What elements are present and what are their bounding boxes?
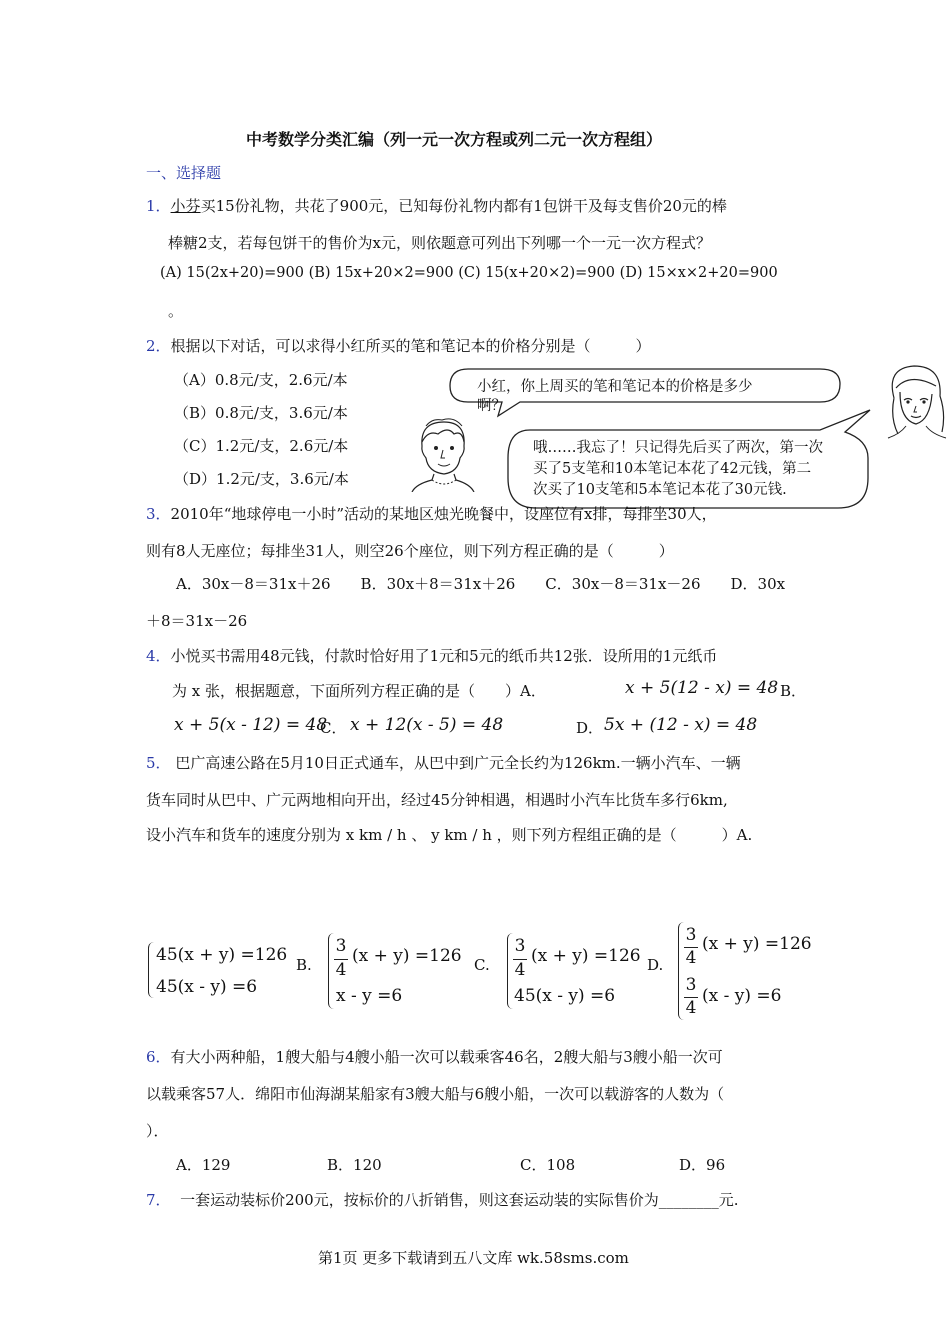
option-a-eq-2: 45(x - y) =6 <box>156 977 258 997</box>
question-3-tail: ＋8＝31x－26 <box>146 612 248 630</box>
question-5-text: 巴广高速公路在5月10日正式通车，从巴中到广元全长约为126km.一辆小汽车、一辆 <box>175 754 741 772</box>
question-1-line-2: 棒糖2支，若每包饼干的售价为x元，则依题意可列出下列哪一个一元一次方程式？ <box>168 234 712 252</box>
option-b-eq-2: x - y =6 <box>336 986 403 1006</box>
question-4-line-2: 为 x 张，根据题意，下面所列方程正确的是（ ）A． <box>172 682 546 700</box>
question-1-name: 小芬 <box>170 197 201 215</box>
question-2-option-c: （C）1.2元/支，2.6元/本 <box>174 437 349 455</box>
option-b-label: B. <box>296 956 312 974</box>
question-6-line-3: ）． <box>146 1122 169 1140</box>
question-4-option-a: x + 5(12 - x) = 48 <box>625 678 779 698</box>
question-1-text: 买15份礼物，共花了900元，已知每份礼物内都有1包饼干及每支售价20元的棒 <box>200 197 727 215</box>
question-5-line-2: 货车同时从巴中、广元两地相向开出，经过45分钟相遇，相遇时小汽车比货车多行6km, <box>146 791 728 809</box>
question-5-line-3: 设小汽车和货车的速度分别为 x km / h 、 y km / h ，则下列方程组正确的是（ ）A. <box>146 826 753 844</box>
option-c-frac-den: 4 <box>514 960 526 980</box>
bubble-2-line-1: 哦……我忘了！只记得先后买了两次，第一次 <box>533 440 823 456</box>
bubble-2-line-3: 次买了10支笔和5本笔记本花了30元钱. <box>533 482 787 498</box>
page-title: 中考数学分类汇编（列一元一次方程或列二元一次方程组） <box>246 130 663 149</box>
option-a-eq-1: 45(x + y) =126 <box>156 945 288 965</box>
question-6-option-a: A．129 <box>176 1156 231 1174</box>
question-3-number: 3． <box>146 505 171 523</box>
question-7-blank: ________ <box>658 1191 719 1209</box>
option-d-frac2-den: 4 <box>685 998 697 1018</box>
question-6-option-c: C．108 <box>520 1156 576 1174</box>
option-c-label: C. <box>474 956 490 974</box>
question-4-line-1 <box>146 645 717 666</box>
question-4-option-b: x + 5(x - 12) = 48 <box>174 715 328 735</box>
page-footer: 第1页 更多下载请到五八文库 wk.58sms.com <box>318 1249 629 1267</box>
question-4-option-d-label: D． <box>576 719 604 737</box>
section-heading: 一、选择题 <box>146 164 222 182</box>
question-6-option-d: D．96 <box>679 1156 726 1174</box>
option-d-label: D. <box>647 956 664 974</box>
question-2-number: 2． <box>146 337 171 355</box>
question-2-stem <box>146 335 651 356</box>
question-2-option-b: （B）0.8元/支，3.6元/本 <box>174 404 348 422</box>
option-c-frac-num: 3 <box>514 936 526 956</box>
question-7-text: 一套运动装标价200元，按标价的八折销售，则这套运动装的实际售价为 <box>180 1191 659 1209</box>
question-6-line-1 <box>146 1046 723 1067</box>
question-1-options: (A) 15(2x+20)=900 (B) 15x+20×2=900 (C) 15(x+20×2)=900 (D) 15×x×2+20=900 <box>160 265 778 281</box>
question-2-text: 根据以下对话，可以求得小红所买的笔和笔记本的价格分别是（ ） <box>170 337 651 355</box>
option-b-frac-num: 3 <box>335 936 347 956</box>
bubble-1-line-1: 小红，你上周买的笔和笔记本的价格是多少 <box>477 379 753 395</box>
question-7-tail: 元. <box>718 1191 739 1209</box>
option-d-frac1-num: 3 <box>685 925 697 945</box>
question-1-number: 1． <box>146 197 171 215</box>
option-d-frac2-num: 3 <box>685 975 697 995</box>
bubble-2-line-2: 买了5支笔和10本笔记本花了42元钱，第二 <box>533 461 812 477</box>
question-3-line-1 <box>146 503 717 524</box>
question-1-line-1 <box>146 195 727 216</box>
option-b-eq-1: (x + y) =126 <box>352 946 462 966</box>
option-d-frac1-den: 4 <box>685 948 697 968</box>
question-4-option-c-label: C． <box>320 719 347 737</box>
question-6-number: 6． <box>146 1048 171 1066</box>
question-5-number: 5． <box>146 754 171 772</box>
question-2-option-a: （A）0.8元/支，2.6元/本 <box>174 371 348 389</box>
question-6-line-2: 以载乘客57人．绵阳市仙海湖某船家有3艘大船与6艘小船，一次可以载游客的人数为（ <box>146 1085 725 1103</box>
option-d-eq-2: (x - y) =6 <box>702 986 782 1006</box>
question-7-number: 7． <box>146 1191 171 1209</box>
question-4-text: 小悦买书需用48元钱，付款时恰好用了1元和5元的纸币共12张．设所用的1元纸币 <box>170 647 718 665</box>
question-6-option-b: B．120 <box>327 1156 382 1174</box>
option-c-eq-2: 45(x - y) =6 <box>514 986 616 1006</box>
question-2-option-d: （D）1.2元/支，3.6元/本 <box>174 470 349 488</box>
girl-illustration <box>876 358 948 440</box>
question-4-option-c: x + 12(x - 5) = 48 <box>350 715 504 735</box>
option-a-brace <box>148 942 155 998</box>
question-4-option-d: 5x + (12 - x) = 48 <box>604 715 758 735</box>
question-3-line-2: 则有8人无座位；每排坐31人，则空26个座位，则下列方程正确的是（ ） <box>146 542 674 560</box>
question-3-text: 2010年“地球停电一小时”活动的某地区烛光晚餐中，设座位有x排，每排坐30人， <box>170 505 717 523</box>
question-6-text: 有大小两种船，1艘大船与4艘小船一次可以载乘客46名，2艘大船与3艘小船一次可 <box>170 1048 723 1066</box>
question-5-line-1 <box>146 752 741 773</box>
option-b-frac-den: 4 <box>335 960 347 980</box>
question-4-number: 4． <box>146 647 171 665</box>
bubble-1-line-2: 啊？ <box>477 398 506 414</box>
option-d-eq-1: (x + y) =126 <box>702 934 812 954</box>
question-4-option-b-label: B． <box>780 682 807 700</box>
question-7 <box>146 1189 739 1210</box>
option-c-eq-1: (x + y) =126 <box>531 946 641 966</box>
question-3-options: A．30x－8＝31x＋26 B．30x＋8＝31x＋26 C．30x－8＝31x－26 D．30x <box>176 575 786 593</box>
question-1-tail: 。 <box>168 302 184 320</box>
